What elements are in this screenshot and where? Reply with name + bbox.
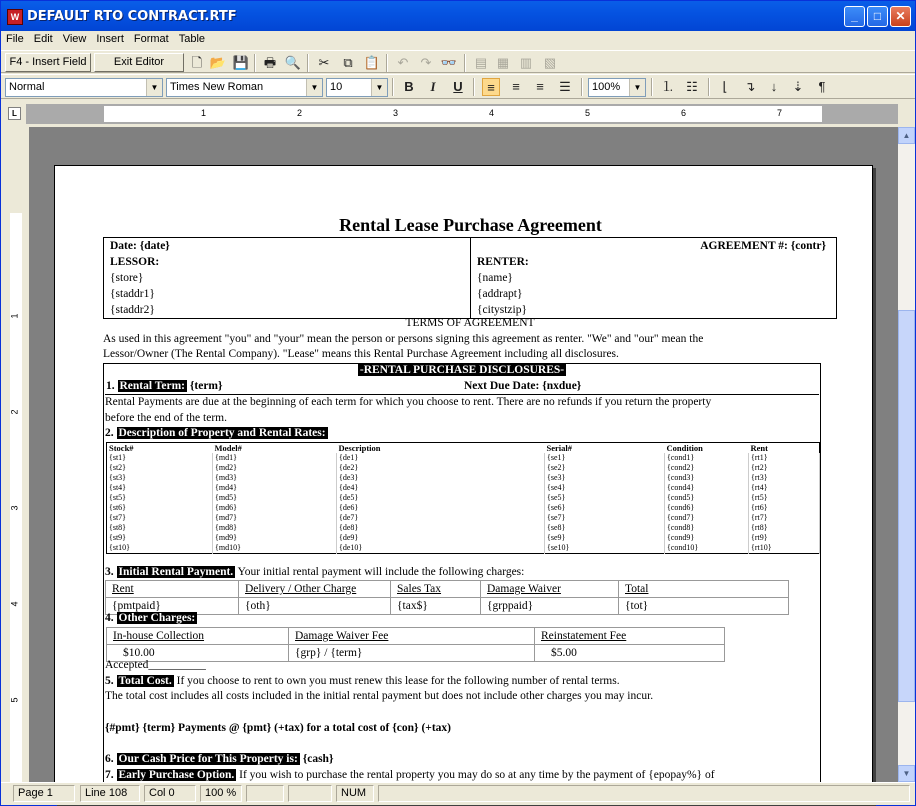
scroll-thumb[interactable] <box>898 310 915 702</box>
section-2-label: Description of Property and Rental Rates: <box>118 427 326 439</box>
standard-toolbar <box>1 50 915 73</box>
close-button[interactable]: ✕ <box>890 6 911 27</box>
ruler-number: 7 <box>777 108 783 118</box>
ip-value-damage-waiver: {grppaid} <box>481 598 619 615</box>
ruler-number: 2 <box>297 108 303 118</box>
section-1-text-2: before the end of the term. <box>105 412 227 424</box>
exit-editor-button[interactable]: Exit Editor <box>94 53 184 72</box>
terms-text-1: As used in this agreement "you" and "your" mean the person or persons signing this agreement as renter. "We" and "our" mean the <box>103 333 704 345</box>
table-row <box>107 533 820 543</box>
copy-icon[interactable]: ⧉ <box>343 55 353 70</box>
ruler-number: 1 <box>201 108 207 118</box>
grid-cell: {st2} <box>107 463 213 473</box>
undo-icon[interactable]: ↶ <box>397 55 409 70</box>
justify-icon[interactable]: ☰ <box>559 79 571 94</box>
paragraph-mark-icon[interactable]: ¶ <box>818 79 826 94</box>
grid-cell: {st5} <box>107 493 213 503</box>
section-5-text-2: The total cost includes all costs included in the initial rental payment but does not include other charges you may incur. <box>105 690 654 702</box>
horizontal-ruler-row <box>1 101 915 126</box>
grid-header-cell: Model# <box>214 443 242 453</box>
grid-header-cell: Condition <box>666 443 703 453</box>
disclosures-heading: -RENTAL PURCHASE DISCLOSURES- <box>359 364 565 376</box>
grid-cell: {de1} <box>337 453 545 463</box>
menu-table[interactable]: Table <box>178 33 206 45</box>
grid-cell: {md1} <box>213 453 337 463</box>
cash-price-field: {cash} <box>302 753 334 765</box>
ip-value-delivery: {oth} <box>239 598 391 615</box>
section-5-number: 5. <box>105 675 114 687</box>
grid-cell: {cond5} <box>665 493 749 503</box>
grid-cell: {cond6} <box>665 503 749 513</box>
grid-cell: {md5} <box>213 493 337 503</box>
separator <box>708 78 710 96</box>
grid-cell: {cond3} <box>665 473 749 483</box>
ruler-number: 4 <box>489 108 495 118</box>
maximize-button[interactable]: □ <box>867 6 888 27</box>
status-panel-blank-1 <box>246 785 284 802</box>
menu-bar <box>1 31 915 50</box>
grid-cell: {de7} <box>337 513 545 523</box>
chevron-down-icon[interactable]: ▼ <box>371 79 387 96</box>
horizontal-ruler[interactable] <box>26 104 898 124</box>
lessor-staddr2: {staddr2} <box>110 304 155 316</box>
table-row <box>107 483 820 493</box>
separator <box>464 54 466 72</box>
oc-value-reinstatement: $5.00 <box>551 647 577 659</box>
separator <box>307 54 309 72</box>
document-title: Rental Lease Purchase Agreement <box>339 215 602 235</box>
ruler-number: 5 <box>9 697 20 703</box>
grid-cell: {cond8} <box>665 523 749 533</box>
redo-icon[interactable]: ↷ <box>420 55 432 70</box>
grid-cell: {rt2} <box>749 463 820 473</box>
menu-view[interactable]: View <box>62 33 87 45</box>
ip-value-rent: {pmtpaid} <box>106 598 239 615</box>
grid-cell: {rt4} <box>749 483 820 493</box>
grid-cell: {rt5} <box>749 493 820 503</box>
table-row <box>107 513 820 523</box>
grid-cell: {se8} <box>545 523 665 533</box>
section-6-label: Our Cash Price for This Property is: <box>118 753 298 765</box>
grid-cell: {de2} <box>337 463 545 473</box>
grid-header-cell: Rent <box>750 443 768 453</box>
align-left-icon[interactable]: ≡ <box>482 78 500 96</box>
vertical-scrollbar[interactable] <box>898 127 915 782</box>
accepted-line: Accepted__________ <box>105 659 206 671</box>
ruler-number: 2 <box>9 409 20 415</box>
editor-area[interactable] <box>1 127 915 782</box>
table-row <box>107 463 820 473</box>
numbered-list-icon[interactable]: ⒈ <box>661 79 675 94</box>
grid-cell: {de6} <box>337 503 545 513</box>
property-grid <box>106 442 820 554</box>
separator <box>254 54 256 72</box>
italic-icon[interactable]: I <box>430 79 436 94</box>
disclosures-heading-row <box>103 363 821 379</box>
section-4-row <box>105 611 197 627</box>
grid-cell: {rt9} <box>749 533 820 543</box>
grid-cell: {md10} <box>213 543 337 554</box>
grid-cell: {cond10} <box>665 543 749 554</box>
title-bar[interactable] <box>1 1 915 31</box>
grid-cell: {se5} <box>545 493 665 503</box>
chevron-down-icon[interactable]: ▼ <box>629 79 645 96</box>
status-panel-blank-2 <box>288 785 332 802</box>
section-2-number: 2. <box>105 427 114 439</box>
ruler-number: 3 <box>393 108 399 118</box>
grid-cell: {st7} <box>107 513 213 523</box>
grid-cell: {cond7} <box>665 513 749 523</box>
insert-column-icon[interactable]: ▥ <box>519 55 533 70</box>
section-1-text-1: Rental Payments are due at the beginning of each term for which you choose to rent. There are no refunds if you return the property <box>105 396 712 408</box>
tab-right-icon[interactable]: ↴ <box>744 79 756 94</box>
grid-cell: {md9} <box>213 533 337 543</box>
status-line: Line 108 <box>80 785 140 802</box>
scroll-up-button[interactable]: ▲ <box>898 127 915 144</box>
cut-icon[interactable]: ✂ <box>318 55 330 70</box>
initial-payment-table <box>105 580 789 615</box>
scroll-down-button[interactable]: ▼ <box>898 765 915 782</box>
lessor-store: {store} <box>110 272 144 284</box>
format-toolbar <box>1 74 915 99</box>
paste-icon[interactable]: 📋 <box>363 55 381 70</box>
save-icon[interactable]: 💾 <box>232 55 250 70</box>
zoom-select[interactable] <box>588 78 646 97</box>
section-3-text: Your initial rental payment will include the following charges: <box>237 566 525 578</box>
grid-cell: {se7} <box>545 513 665 523</box>
grid-cell: {de3} <box>337 473 545 483</box>
section-6-row <box>105 752 333 768</box>
grid-cell: {md6} <box>213 503 337 513</box>
align-center-icon[interactable]: ≡ <box>512 79 520 94</box>
ip-value-total: {tot} <box>625 600 649 612</box>
ruler-number: 1 <box>9 313 20 319</box>
section-3-label: Initial Rental Payment. <box>118 566 234 578</box>
grid-cell: {se1} <box>545 453 665 463</box>
delete-cells-icon[interactable]: ▧ <box>543 55 557 70</box>
document-page[interactable] <box>54 165 873 805</box>
ip-header-rent: Rent <box>106 581 239 598</box>
grid-header-cell: Description <box>338 443 381 453</box>
menu-edit[interactable]: Edit <box>33 33 53 45</box>
grid-cell: {st1} <box>107 453 213 463</box>
tab-center-icon[interactable]: ↓ <box>770 79 778 94</box>
zoom-value: 100% <box>592 81 621 93</box>
underline-icon[interactable]: U <box>453 79 463 94</box>
section-3-number: 3. <box>105 566 114 578</box>
grid-cell: {st3} <box>107 473 213 483</box>
grid-cell: {st6} <box>107 503 213 513</box>
grid-cell: {de4} <box>337 483 545 493</box>
grid-body <box>107 453 820 554</box>
total-cost-formula: {#pmt} {term} Payments @ {pmt} (+tax) for a total cost of {con} (+tax) <box>105 722 451 734</box>
grid-cell: {cond9} <box>665 533 749 543</box>
grid-cell: {se4} <box>545 483 665 493</box>
grid-cell: {rt10} <box>749 543 820 554</box>
lessor-staddr1: {staddr1} <box>110 288 155 300</box>
ruler-number: 4 <box>9 601 20 607</box>
table-row <box>107 453 820 463</box>
agreement-number: AGREEMENT #: {contr} <box>700 240 826 252</box>
oc-header-collection: In-house Collection <box>107 628 289 645</box>
grid-cell: {md4} <box>213 483 337 493</box>
grid-cell: {cond4} <box>665 483 749 493</box>
oc-header-reinstatement: Reinstatement Fee <box>535 628 725 645</box>
open-folder-icon[interactable]: 📂 <box>209 55 227 70</box>
grid-cell: {de8} <box>337 523 545 533</box>
tab-left-icon[interactable]: ⌊ <box>722 79 728 94</box>
section-5-row <box>105 674 620 690</box>
document-icon: W <box>7 9 23 25</box>
ip-header-sales-tax: Sales Tax <box>391 581 481 598</box>
section-5-label: Total Cost. <box>118 675 172 687</box>
font-select[interactable] <box>166 78 323 97</box>
font-value: Times New Roman <box>170 81 264 93</box>
grid-cell: {md3} <box>213 473 337 483</box>
status-bar <box>1 782 915 805</box>
section-7-number: 7. <box>105 769 114 781</box>
terms-heading: TERMS OF AGREEMENT <box>405 317 535 329</box>
table-icon[interactable]: ▤ <box>474 55 488 70</box>
grid-cell: {rt8} <box>749 523 820 533</box>
grid-header-cell: Stock# <box>109 443 134 453</box>
tab-decimal-icon[interactable]: ⇣ <box>792 79 804 94</box>
status-page: Page 1 <box>13 785 75 802</box>
font-size-value: 10 <box>330 81 343 93</box>
style-value: Normal <box>9 81 45 93</box>
section-7-text: If you wish to purchase the rental property you may do so at any time by the payment of {epopay%} of <box>239 769 715 781</box>
menu-format[interactable]: Format <box>133 33 169 45</box>
ruler-number: 6 <box>681 108 687 118</box>
grid-cell: {st10} <box>107 543 213 554</box>
status-panel-blank-3 <box>378 785 910 802</box>
grid-cell: {md7} <box>213 513 337 523</box>
renter-citystzip: {citystzip} <box>477 304 528 316</box>
section-4-number: 4. <box>105 612 114 624</box>
table-row <box>107 493 820 503</box>
status-col: Col 0 <box>144 785 196 802</box>
grid-header-cell: Serial# <box>546 443 572 453</box>
grid-cell: {de9} <box>337 533 545 543</box>
insert-row-icon[interactable]: ▦ <box>496 55 510 70</box>
tab-stop-selector[interactable]: L <box>8 107 21 120</box>
menu-insert[interactable]: Insert <box>96 33 124 45</box>
grid-cell: {rt6} <box>749 503 820 513</box>
bold-icon[interactable]: B <box>404 79 414 94</box>
next-due-date: Next Due Date: {nxdue} <box>464 380 582 392</box>
find-icon[interactable]: 👓 <box>440 55 458 70</box>
lessor-cell <box>104 238 471 319</box>
bullet-list-icon[interactable]: ☷ <box>686 79 698 94</box>
section-1-label: Rental Term: <box>119 380 185 392</box>
print-preview-icon[interactable]: 🔍 <box>284 55 302 70</box>
table-row <box>107 543 820 554</box>
grid-cell: {rt7} <box>749 513 820 523</box>
grid-cell: {se6} <box>545 503 665 513</box>
grid-cell: {st9} <box>107 533 213 543</box>
section-5-text: If you choose to rent to own you must renew this lease for the following number of rental terms. <box>176 675 620 687</box>
grid-cell: {se9} <box>545 533 665 543</box>
table-row <box>107 523 820 533</box>
oc-value-dw-fee: {grp} / {term} <box>289 645 535 662</box>
vertical-ruler[interactable] <box>1 127 29 782</box>
renter-addrapt: {addrapt} <box>477 288 523 300</box>
ruler-number: 5 <box>585 108 591 118</box>
section-1-row <box>106 379 223 395</box>
style-select[interactable] <box>5 78 163 97</box>
section-7-label: Early Purchase Option. <box>118 769 235 781</box>
grid-cell: {cond2} <box>665 463 749 473</box>
grid-cell: {md8} <box>213 523 337 533</box>
print-icon[interactable]: 🖶 <box>263 55 277 70</box>
renter-name: {name} <box>477 272 513 284</box>
renter-label: RENTER: <box>477 256 529 268</box>
ruler-text-area <box>104 106 822 122</box>
separator <box>392 78 394 96</box>
grid-cell: {md2} <box>213 463 337 473</box>
align-right-icon[interactable]: ≡ <box>536 79 544 94</box>
oc-header-dw-fee: Damage Waiver Fee <box>289 628 535 645</box>
grid-cell: {de5} <box>337 493 545 503</box>
chevron-down-icon[interactable]: ▼ <box>306 79 322 96</box>
grid-cell: {rt3} <box>749 473 820 483</box>
grid-cell: {de10} <box>337 543 545 554</box>
separator <box>386 54 388 72</box>
section-6-number: 6. <box>105 753 114 765</box>
grid-cell: {st4} <box>107 483 213 493</box>
grid-cell: {se3} <box>545 473 665 483</box>
rental-term-field: {term} <box>189 380 223 392</box>
grid-cell: {cond1} <box>665 453 749 463</box>
grid-cell: {rt1} <box>749 453 820 463</box>
grid-header-row <box>107 443 820 454</box>
chevron-down-icon[interactable]: ▼ <box>146 79 162 96</box>
window-title: DEFAULT RTO CONTRACT.RTF <box>27 9 237 24</box>
terms-text-2: Lessor/Owner (The Rental Company). "Lease" means this Rental Purchase Agreement including all disclosures. <box>103 348 619 360</box>
section-4-label: Other Charges: <box>118 612 196 624</box>
status-num: NUM <box>336 785 374 802</box>
grid-cell: {st8} <box>107 523 213 533</box>
separator <box>581 78 583 96</box>
new-document-icon[interactable]: 🗋 <box>191 55 203 70</box>
ip-header-damage-waiver: Damage Waiver <box>481 581 619 598</box>
separator <box>651 78 653 96</box>
ruler-number: 3 <box>9 505 20 511</box>
lessor-label: LESSOR: <box>110 256 160 268</box>
grid-cell: {se10} <box>545 543 665 554</box>
date-label: Date: {date} <box>110 240 170 252</box>
status-zoom: 100 % <box>200 785 242 802</box>
insert-field-button[interactable]: F4 - Insert Field <box>5 53 91 72</box>
grid-cell: {se2} <box>545 463 665 473</box>
section-2-row <box>105 426 328 442</box>
oc-value-collection: $10.00 <box>107 645 289 662</box>
parties-table <box>103 237 837 319</box>
section-3-row <box>105 565 524 581</box>
other-charges-table <box>106 627 725 662</box>
table-row <box>107 473 820 483</box>
ip-header-total: Total <box>619 581 789 598</box>
table-row <box>107 503 820 513</box>
menu-file[interactable]: File <box>6 33 24 45</box>
renter-cell <box>471 238 837 319</box>
ip-value-sales-tax: {tax$} <box>391 598 481 615</box>
section-1-number: 1. <box>106 380 115 392</box>
separator <box>473 78 475 96</box>
minimize-button[interactable]: _ <box>844 6 865 27</box>
ip-header-delivery: Delivery / Other Charge <box>239 581 391 598</box>
font-size-select[interactable] <box>326 78 388 97</box>
